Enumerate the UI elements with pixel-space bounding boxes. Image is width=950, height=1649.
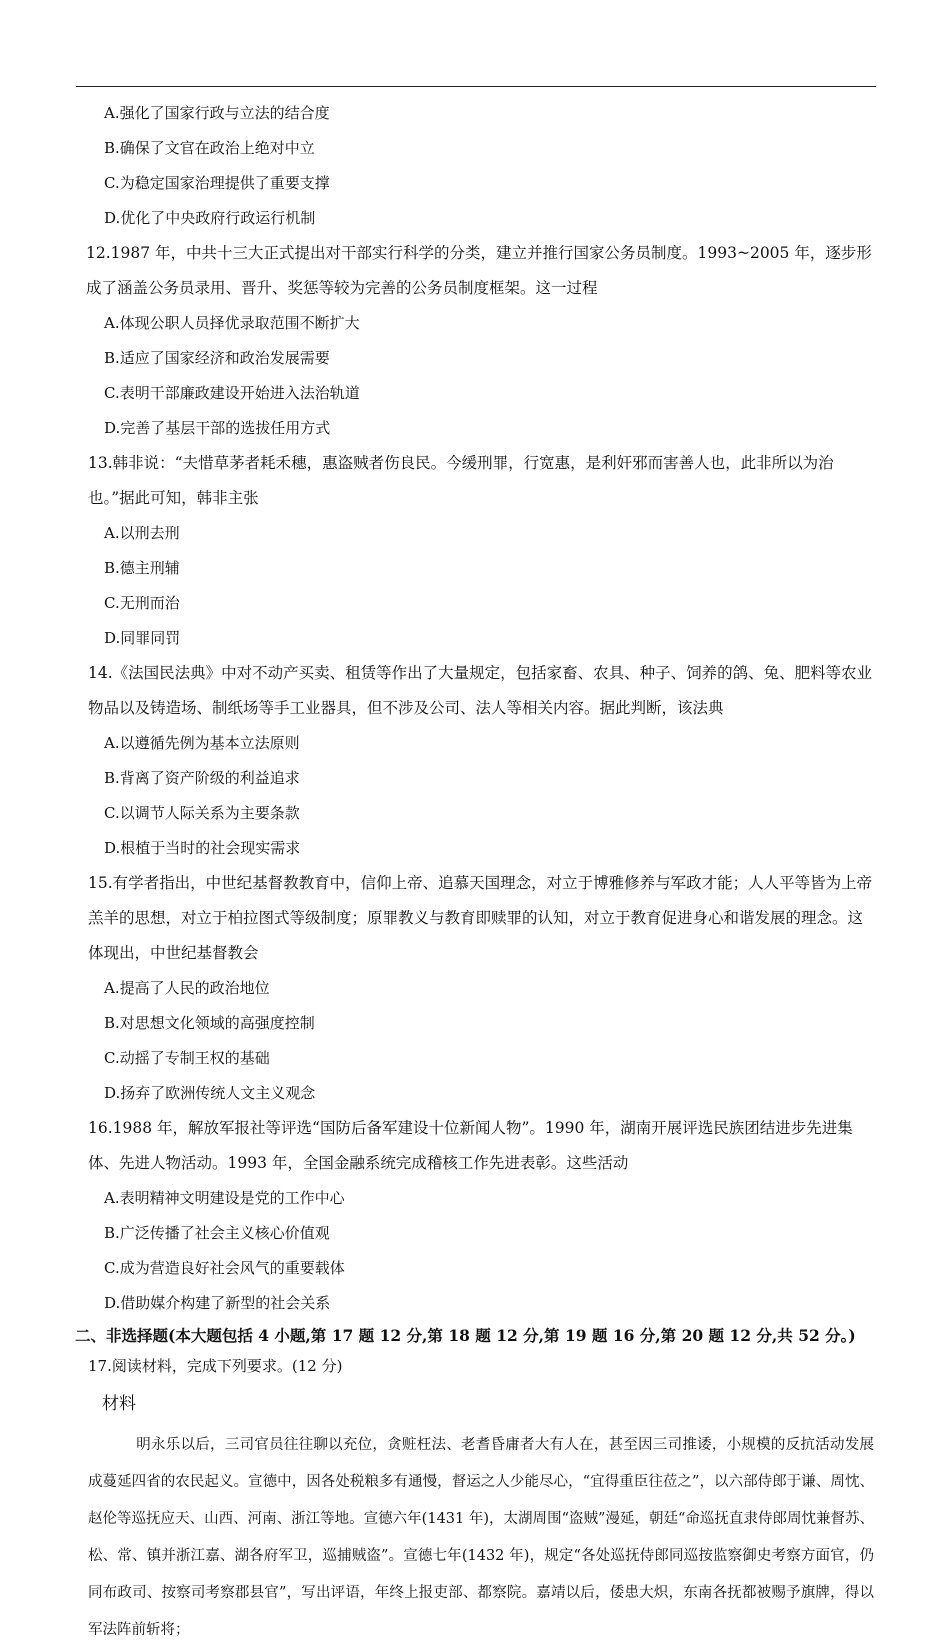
material-paragraph: 明永乐以后，三司官员往往聊以充位，贪赃枉法、老耆昏庸者大有人在，甚至因三司推诿，小规模的反抗活动发展成蔓延四省的农民起义。宣德中，因各处税粮多有通慢，督运之人少能尽心，“宜得重臣往莅之”，以六部侍郎于谦、周忱、赵伦等巡抚应天、山西、河南、浙江等地。宣德六年(1431 年)，太湖周围“盗贼”漫延，朝廷“命巡抚直隶侍郎周忱兼督苏、松、常、镇并浙江嘉、湖各府军卫，巡捕贼盗”。宣德七年(1432 年)，规定“各处巡抚侍郎同巡按监察御史考察方面官，仍同布政司、按察司考察郡县官”，写出评语，年终上报吏部、都察院。嘉靖以后，倭患大炽，东南各抚都被赐予旗牌，得以军法阵前斩将； xyxy=(88,1437,874,1638)
q12-option-c: C.表明干部廉政建设开始进入法治轨道 xyxy=(104,384,360,402)
header-rule xyxy=(76,86,876,87)
q13-option-a: A.以刑去刑 xyxy=(104,524,180,542)
question-16 xyxy=(88,1111,878,1321)
q16-option-c: C.成为营造良好社会风气的重要载体 xyxy=(104,1259,345,1277)
question-13 xyxy=(88,446,878,656)
q14-option-c: C.以调节人际关系为主要条款 xyxy=(104,804,300,822)
q12-option-b: B.适应了国家经济和政治发展需要 xyxy=(104,349,330,367)
question-14 xyxy=(88,656,878,866)
q15-option-d: D.扬弃了欧洲传统人文主义观念 xyxy=(104,1084,316,1102)
q13-option-b: B.德主刑辅 xyxy=(104,559,180,577)
q14-option-b: B.背离了资产阶级的利益追求 xyxy=(104,769,300,787)
q14-option-a: A.以遵循先例为基本立法原则 xyxy=(104,734,300,752)
q11-option-a: A.强化了国家行政与立法的结合度 xyxy=(104,104,330,122)
q15-options xyxy=(88,971,878,1111)
question-12 xyxy=(88,236,878,446)
q11-option-b: B.确保了文官在政治上绝对中立 xyxy=(104,139,315,157)
material-text xyxy=(88,1427,878,1649)
exam-page xyxy=(75,96,878,1649)
section-2-title: 二、非选择题(本大题包括 4 小题,第 17 题 12 分,第 18 题 12 分,第 19 题 16 分,第 20 题 12 分,共 52 分。) xyxy=(75,1326,856,1345)
q12-option-a: A.体现公职人员择优录取范围不断扩大 xyxy=(104,314,360,332)
q13-option-d: D.同罪同罚 xyxy=(104,629,181,647)
q16-options xyxy=(88,1181,878,1321)
q15-option-a: A.提高了人民的政治地位 xyxy=(104,979,270,997)
q13-options xyxy=(88,516,878,656)
q16-option-a: A.表明精神文明建设是党的工作中心 xyxy=(104,1189,345,1207)
q15-option-c: C.动摇了专制王权的基础 xyxy=(104,1049,270,1067)
q16-option-d: D.借助媒介构建了新型的社会关系 xyxy=(104,1294,331,1312)
q15-stem: 15.有学者指出，中世纪基督教教育中，信仰上帝、追慕天国理念，对立于博雅修养与军政才能；人人平等皆为上帝羔羊的思想，对立于柏拉图式等级制度；原罪教义与教育即赎罪的认知，对立于教育促进身心和谐发展的理念。这体现出，中世纪基督教会 xyxy=(88,874,873,962)
q14-options xyxy=(88,726,878,866)
question-15 xyxy=(88,866,878,1111)
q17-stem: 17.阅读材料，完成下列要求。(12 分) xyxy=(88,1357,343,1375)
q13-option-c: C.无刑而治 xyxy=(104,594,180,612)
q13-stem: 13.韩非说：“夫惜草茅者耗禾穗，惠盗贼者伤良民。今缓刑罪，行宽惠，是利奸邪而害善人也，此非所以为治也。”据此可知，韩非主张 xyxy=(88,454,834,507)
q11-options xyxy=(88,96,878,236)
material-label: 材料 xyxy=(102,1394,136,1414)
q14-stem: 14.《法国民法典》中对不动产买卖、租赁等作出了大量规定，包括家畜、农具、种子、饲养的鸽、兔、肥料等农业物品以及铸造场、制纸场等手工业器具，但不涉及公司、法人等相关内容。据此判断，该法典 xyxy=(88,664,873,717)
q11-option-d: D.优化了中央政府行政运行机制 xyxy=(104,209,316,227)
q16-option-b: B.广泛传播了社会主义核心价值观 xyxy=(104,1224,330,1242)
q12-option-d: D.完善了基层干部的选拔任用方式 xyxy=(104,419,331,437)
q16-stem: 16.1988 年，解放军报社等评选“国防后备军建设十位新闻人物”。1990 年，湖南开展评选民族团结进步先进集体、先进人物活动。1993 年，全国金融系统完成稽核工作先进表彰。这些活动 xyxy=(88,1119,853,1172)
q11-option-c: C.为稳定国家治理提供了重要支撑 xyxy=(104,174,330,192)
q12-options xyxy=(88,306,878,446)
q14-option-d: D.根植于当时的社会现实需求 xyxy=(104,839,301,857)
q15-option-b: B.对思想文化领域的高强度控制 xyxy=(104,1014,315,1032)
q12-stem: 12.1987 年，中共十三大正式提出对干部实行科学的分类，建立并推行国家公务员制度。1993~2005 年，逐步形成了涵盖公务员录用、晋升、奖惩等较为完善的公务员制度框架。这一过程 xyxy=(86,244,872,297)
